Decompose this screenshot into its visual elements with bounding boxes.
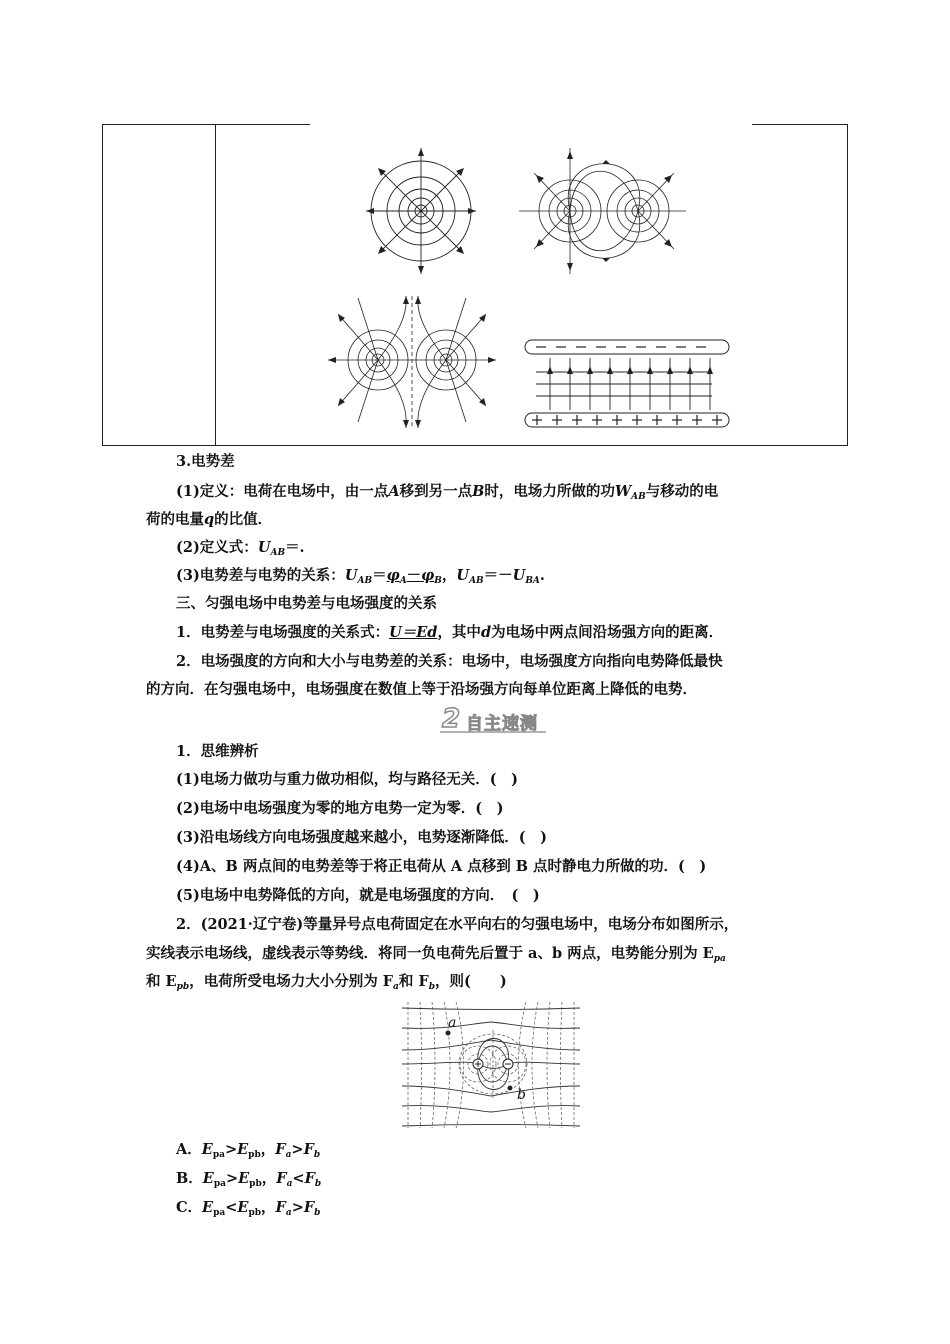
- point-a-label: a: [448, 1015, 457, 1031]
- potential-relation: (3)电势差与电势的关系：$U_{AB}=\varphi_A-\varphi_B$，$U_{AB}=-U_{BA}$.: [176, 567, 545, 586]
- parallel-plates-field-diagram: [522, 336, 734, 432]
- q2-line1: 2．(2021·辽宁卷)等量异号点电荷固定在水平向右的匀强电场中，电场分布如图所示，: [176, 916, 739, 933]
- q1-item-4: (4)A、B 两点间的电势差等于将正电荷从 A 点移到 B 点时静电力所做的功．( ): [176, 858, 707, 875]
- q1-item-2: (2)电场中电场强度为零的地方电势一定为零．( ): [176, 800, 504, 817]
- definition-line1: (1)定义：电荷在电场中，由一点A移到另一点B时，电场力所做的功$W_{AB}$与移动的电: [176, 483, 719, 502]
- self-test-badge: [440, 706, 546, 734]
- option-a[interactable]: A．$E_{pa}>E_{pb}$，$F_a>F_b$: [176, 1141, 321, 1160]
- q2-line3: 和 $E_{pb}$，电荷所受电场力大小分别为 $F_a$和 $F_b$，则( ): [146, 973, 507, 992]
- q1-item-3: (3)沿电场线方向电场强度越来越小，电势逐渐降低．( ): [176, 829, 548, 846]
- definition-formula: (2)定义式：$U_{AB}=$.: [176, 539, 305, 558]
- option-b[interactable]: B．$E_{pa}>E_{pb}$，$F_a<F_b$: [176, 1170, 322, 1189]
- q1-item-5: (5)电场中电势降低的方向，就是电场强度的方向． ( ): [176, 887, 540, 904]
- part3-title: 三、匀强电场中电势差与电场强度的关系: [176, 595, 437, 612]
- q2-line2: 实线表示电场线，虚线表示等势线．将同一负电荷先后置于 a、b 两点，电势能分别为 $E_{pa}$: [146, 945, 726, 964]
- like-charges-field-diagram: [328, 294, 496, 430]
- section-title-potential-difference: 3.电势差: [176, 453, 235, 470]
- point-charge-field-diagram: [366, 148, 476, 274]
- field-lines-table: [102, 124, 848, 446]
- q1-item-1: (1)电场力做功与重力做功相似，均与路径无关．( ): [176, 771, 519, 788]
- badge-text: 自主速测: [466, 714, 538, 734]
- definition-line2: 荷的电量q的比值．: [146, 511, 273, 528]
- point-b-label: b: [517, 1087, 526, 1103]
- part3-item2-line2: 的方向．在匀强电场中，电场强度在数值上等于沿场强方向每单位距离上降低的电势．: [146, 681, 697, 698]
- badge-number: 2: [442, 704, 461, 734]
- dipole-field-figure: [398, 1000, 584, 1130]
- part3-item1: 1．电势差与电场强度的关系式：U＝Ed，其中d为电场中两点间沿场强方向的距离．: [176, 624, 724, 641]
- q1-title: 1．思维辨析: [176, 743, 259, 760]
- option-c[interactable]: C．$E_{pa}<E_{pb}$，$F_a>F_b$: [176, 1199, 321, 1218]
- part3-item2-line1: 2．电场强度的方向和大小与电势差的关系：电场中，电场强度方向指向电势降低最快: [176, 653, 723, 670]
- equal-charges-field-diagram: [514, 148, 686, 274]
